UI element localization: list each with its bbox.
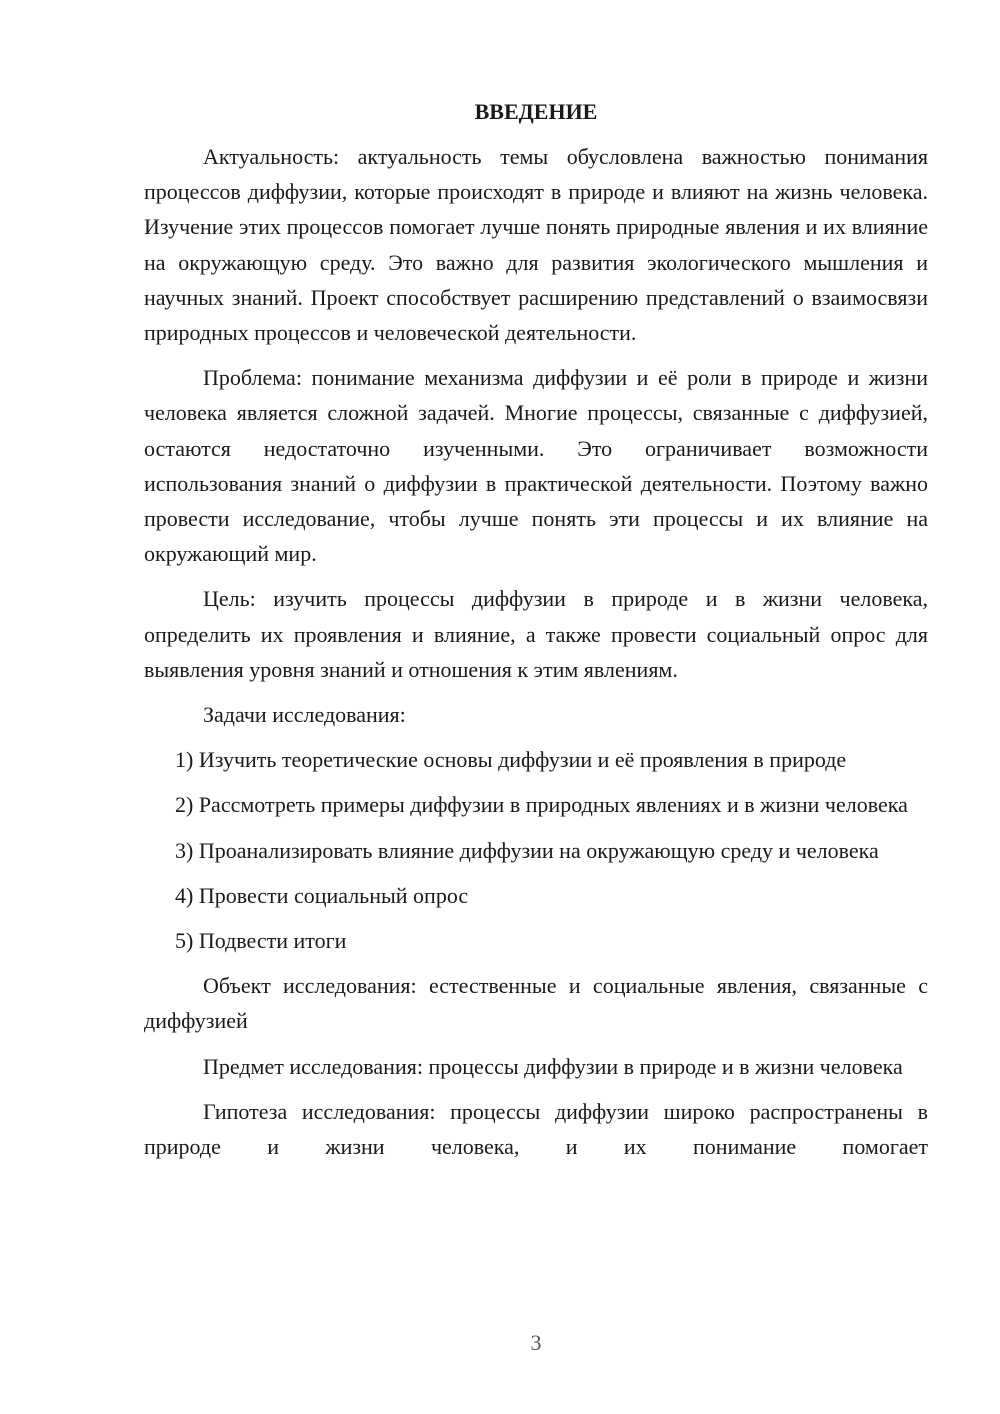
section-title: ВВЕДЕНИЕ (474, 99, 598, 124)
paragraph-problem: Проблема: понимание механизма диффузии и её роли в природе и жизни человека является сложной задачей. Многие процессы, связанные с диффузией, остаются недостаточно изученными. Это ограничивает возможности использования знаний о диффузии в практической деятельности. Поэтому важно провести исследование, чтобы лучше понять эти процессы и их влияние на окружающий мир. (144, 365, 928, 567)
paragraph-relevance: Актуальность: актуальность темы обусловлена важностью понимания процессов диффузии, которые происходят в природе и влияют на жизнь человека. Изучение этих процессов помогает лучше понять природные явления и их влияние на окружающую среду. Это важно для развития экологического мышления и научных знаний. Проект способствует расширению представлений о взаимосвязи природных процессов и человеческой деятельности. (144, 144, 928, 346)
task-item: 4) Провести социальный опрос (175, 882, 469, 908)
document-page (144, 94, 928, 1174)
paragraph-goal: Цель: изучить процессы диффузии в природе и в жизни человека, определить их проявления и влияние, а также провести социальный опрос для выявления уровня знаний и отношения к этим явлениям. (144, 586, 928, 682)
task-item: 2) Рассмотреть примеры диффузии в природных явлениях и в жизни человека (175, 792, 908, 818)
paragraph-object: Объект исследования: естественные и социальные явления, связанные с диффузией (144, 973, 928, 1034)
paragraph-hypothesis: Гипотеза исследования: процессы диффузии широко распространены в природе и жизни человека, и их понимание помогает (144, 1098, 928, 1160)
task-item: 3) Проанализировать влияние диффузии на окружающую среду и человека (175, 837, 879, 863)
paragraph-subject: Предмет исследования: процессы диффузии в природе и в жизни человека (203, 1053, 903, 1079)
paragraph-tasks-heading: Задачи исследования: (203, 702, 406, 728)
task-item: 5) Подвести итоги (175, 928, 347, 954)
task-item: 1) Изучить теоретические основы диффузии и её проявления в природе (175, 747, 847, 773)
page-number: 3 (530, 1330, 542, 1355)
